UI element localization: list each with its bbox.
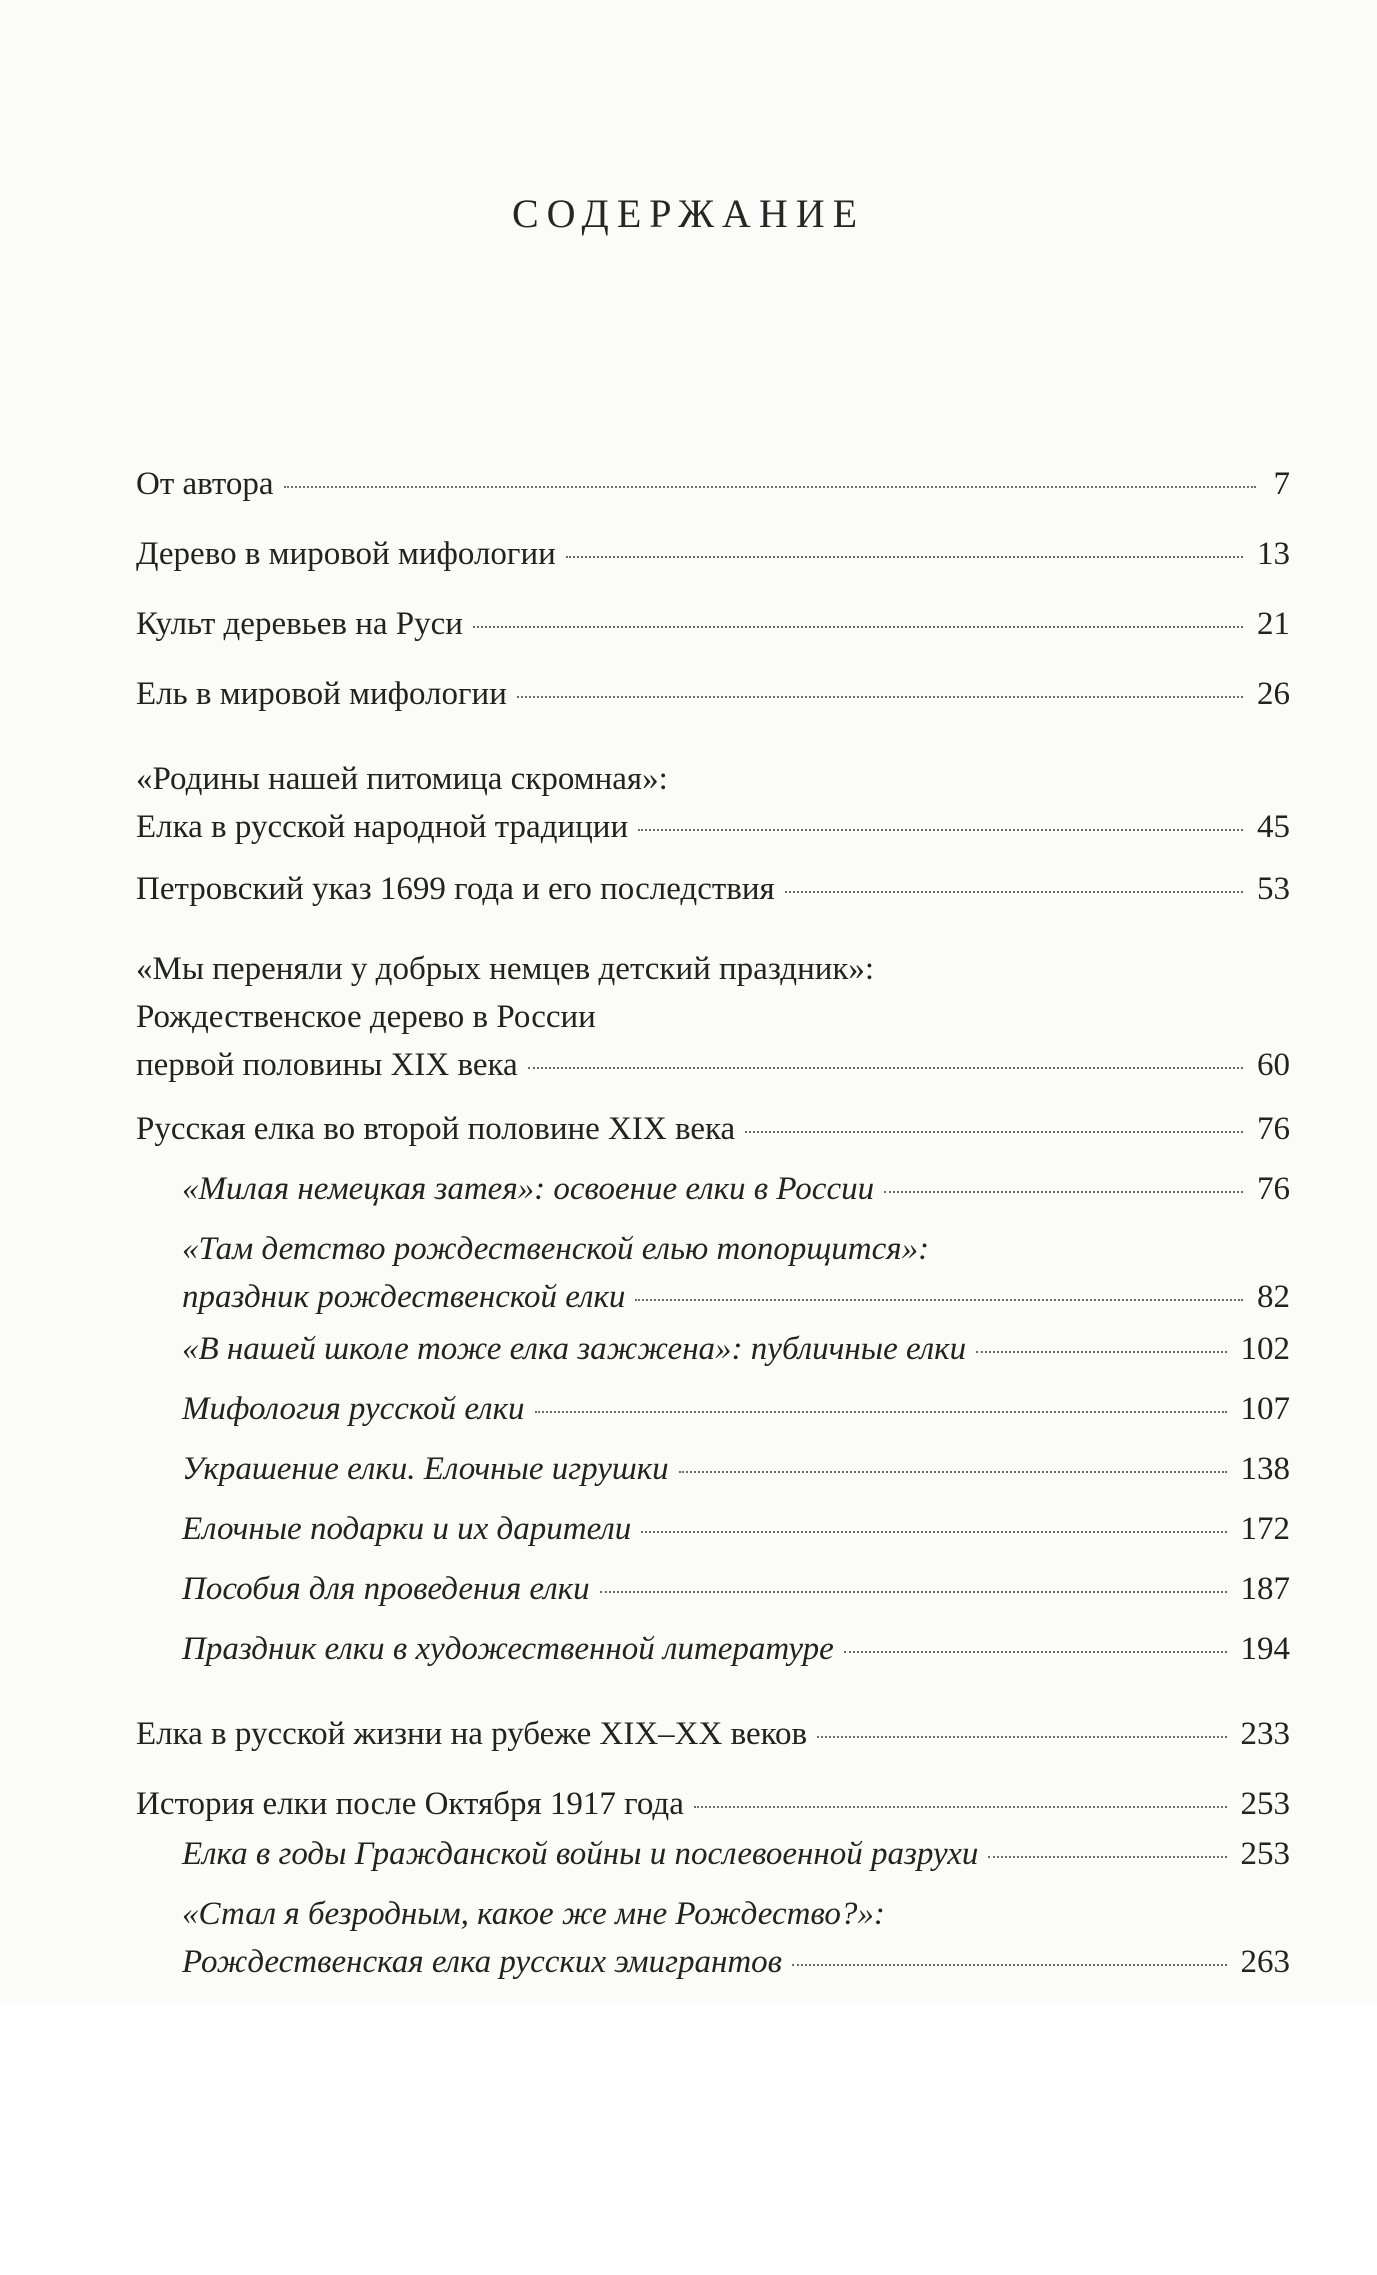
toc-entry-title-line: Украшение елки. Елочные игрушки <box>182 1451 669 1487</box>
toc-entry <box>136 670 1290 718</box>
toc-entry-title-line: История елки после Октября 1917 года <box>136 1786 684 1822</box>
toc-entry-title-line: «Стал я безродным, какое же мне Рождество?»: <box>182 1896 885 1932</box>
toc-entry-title-line: Дерево в мировой мифологии <box>136 536 556 572</box>
toc-entry <box>136 1105 1290 1153</box>
toc-entry-title-line: Петровский указ 1699 года и его последствия <box>136 871 775 907</box>
dot-leader <box>641 1530 1226 1533</box>
dot-leader <box>535 1410 1227 1413</box>
dot-leader <box>792 1963 1227 1966</box>
toc-page-number: 233 <box>1240 1716 1290 1752</box>
toc-page-number: 45 <box>1257 809 1290 845</box>
dot-leader <box>635 1298 1243 1301</box>
toc-entry-title-line: Елка в годы Гражданской войны и послевоенной разрухи <box>182 1836 979 1872</box>
toc-entry-title-line: Мифология русской елки <box>182 1391 525 1427</box>
toc-page-number: 60 <box>1257 1047 1290 1083</box>
toc-entry-title-line: Пособия для проведения елки <box>182 1571 590 1607</box>
toc-entry <box>182 1830 1290 1878</box>
toc-entry <box>182 1505 1290 1553</box>
toc-page-number: 107 <box>1240 1391 1290 1427</box>
toc-entry-title-line: «Родины нашей питомица скромная»: <box>136 761 668 797</box>
dot-leader <box>884 1190 1243 1193</box>
toc-entry-title-line: первой половины XIX века <box>136 1047 518 1083</box>
page-title: СОДЕРЖАНИЕ <box>511 191 866 236</box>
toc-entry <box>136 1780 1290 1828</box>
toc-entry-row <box>136 803 1290 851</box>
toc-entry-row <box>136 1041 1290 1089</box>
dot-leader <box>844 1650 1227 1653</box>
toc-page-number: 53 <box>1257 871 1290 907</box>
toc-entry-row <box>182 1273 1290 1321</box>
dot-leader <box>473 625 1243 628</box>
toc-entry-row <box>136 600 1290 648</box>
dot-leader <box>566 555 1243 558</box>
toc-page-number: 253 <box>1240 1836 1290 1872</box>
dot-leader <box>600 1590 1227 1593</box>
toc-page-number: 194 <box>1240 1631 1290 1667</box>
toc-entry-row <box>182 1325 1290 1373</box>
toc-page-number: 138 <box>1240 1451 1290 1487</box>
toc-entry-title-line: Культ деревьев на Руси <box>136 606 463 642</box>
toc-entry-title-line: Елка в русской народной традиции <box>136 809 629 845</box>
toc-page-number: 82 <box>1257 1279 1290 1315</box>
toc-page-number: 187 <box>1240 1571 1290 1607</box>
dot-leader <box>517 695 1243 698</box>
toc-entry <box>136 530 1290 578</box>
toc-page-number: 263 <box>1240 1944 1290 1980</box>
toc-entry <box>136 1710 1290 1758</box>
toc-entry-title-line: «Мы переняли у добрых немцев детский праздник»: <box>136 951 875 987</box>
toc-page-number: 172 <box>1240 1511 1290 1547</box>
toc-entry <box>182 1165 1290 1213</box>
toc-entry-row <box>182 1625 1290 1673</box>
dot-leader <box>694 1805 1227 1808</box>
toc-entry-title-line: Русская елка во второй половине XIX века <box>136 1111 736 1147</box>
dot-leader <box>817 1735 1226 1738</box>
toc-entry <box>136 945 1290 1089</box>
toc-page-number: 76 <box>1257 1111 1290 1147</box>
dot-leader <box>745 1130 1243 1133</box>
toc-page-number: 26 <box>1257 676 1290 712</box>
toc-entry <box>182 1225 1290 1321</box>
toc-entry-row <box>182 1565 1290 1613</box>
toc-entry-row <box>182 1505 1290 1553</box>
toc-entry <box>182 1325 1290 1373</box>
dot-leader <box>679 1470 1227 1473</box>
toc-entry-title-line: Рождественская елка русских эмигрантов <box>182 1944 782 1980</box>
toc-entry-row <box>136 530 1290 578</box>
toc-page-number: 253 <box>1240 1786 1290 1822</box>
dot-leader <box>638 828 1243 831</box>
toc-entry-title-line: Рождественское дерево в России <box>136 999 596 1035</box>
toc-entry-row <box>136 1780 1290 1828</box>
dot-leader <box>284 485 1256 488</box>
toc-entry <box>182 1625 1290 1673</box>
dot-leader <box>988 1855 1226 1858</box>
page-bottom-margin <box>0 2005 1377 2275</box>
toc-page-number: 21 <box>1257 606 1290 642</box>
toc-entry-title-line: «В нашей школе тоже елка зажжена»: публичные елки <box>182 1331 967 1367</box>
toc-entry-row <box>182 1830 1290 1878</box>
toc-page-number: 7 <box>1273 466 1290 502</box>
dot-leader <box>785 890 1243 893</box>
toc-entry <box>136 600 1290 648</box>
toc-page-number: 13 <box>1257 536 1290 572</box>
toc-entry-row <box>182 1938 1290 1986</box>
toc-entry-row <box>136 1105 1290 1153</box>
toc-entry-title-line: Праздник елки в художественной литературе <box>182 1631 834 1667</box>
toc-entry <box>182 1565 1290 1613</box>
dot-leader <box>528 1066 1243 1069</box>
toc-entry-title-line: Ель в мировой мифологии <box>136 676 507 712</box>
toc-entry <box>136 460 1290 508</box>
toc-entry <box>136 865 1290 913</box>
toc-entry <box>182 1890 1290 1986</box>
toc-entry-row <box>136 865 1290 913</box>
dot-leader <box>976 1350 1226 1353</box>
toc-entry-title-line: «Там детство рождественской елью топорщится»: <box>182 1231 930 1267</box>
toc-entry-row <box>182 1165 1290 1213</box>
toc-entry <box>182 1385 1290 1433</box>
toc-entry-title-line: «Милая немецкая затея»: освоение елки в России <box>182 1171 875 1207</box>
toc-entry-row <box>136 1710 1290 1758</box>
toc-entry-row <box>182 1385 1290 1433</box>
toc-entry-title-line: Елочные подарки и их дарители <box>182 1511 632 1547</box>
toc-entry-title-line: Елка в русской жизни на рубеже XIX–XX веков <box>136 1716 808 1752</box>
toc-entry-title-line: праздник рождественской елки <box>182 1279 626 1315</box>
toc-entry-row <box>182 1445 1290 1493</box>
toc-page-number: 102 <box>1240 1331 1290 1367</box>
toc-entry <box>182 1445 1290 1493</box>
toc-entry-row <box>136 670 1290 718</box>
toc-page-number: 76 <box>1257 1171 1290 1207</box>
toc-entry-row <box>136 460 1290 508</box>
toc-entry-title-line: От автора <box>136 466 274 502</box>
toc-entry <box>136 755 1290 851</box>
